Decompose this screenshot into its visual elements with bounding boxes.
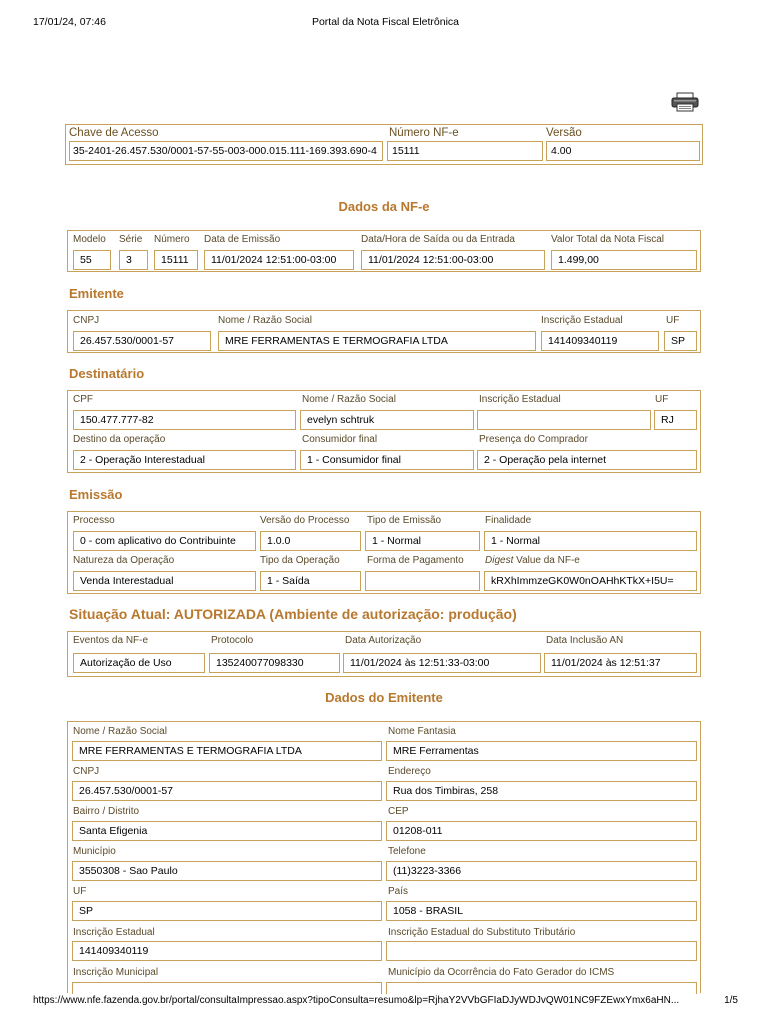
emitente-ie-value: 141409340119: [541, 331, 659, 351]
printer-icon[interactable]: [670, 92, 700, 112]
emitente-nome-value: MRE FERRAMENTAS E TERMOGRAFIA LTDA: [218, 331, 536, 351]
de-pais-label: País: [388, 886, 409, 897]
dest-ie-value: [477, 410, 651, 430]
de-ie-label: Inscrição Estadual: [73, 927, 155, 938]
forma-pagamento-label: Forma de Pagamento: [367, 555, 464, 566]
finalidade-value: 1 - Normal: [484, 531, 697, 551]
dest-uf-label: UF: [655, 394, 669, 405]
de-municipio-value: 3550308 - Sao Paulo: [72, 861, 382, 881]
print-page-number: 1/5: [724, 995, 738, 1006]
tipo-operacao-value: 1 - Saída: [260, 571, 361, 591]
emitente-nome-label: Nome / Razão Social: [218, 315, 312, 326]
de-cep-value: 01208-011: [386, 821, 697, 841]
de-municipio-label: Município: [73, 846, 116, 857]
de-iest-label: Inscrição Estadual do Substituto Tributário: [388, 927, 576, 938]
versao-label: Versão: [546, 127, 582, 139]
protocolo-label: Protocolo: [211, 635, 254, 646]
valor-total-value: 1.499,00: [551, 250, 697, 270]
numero-value: 15111: [154, 250, 198, 270]
de-endereco-label: Endereço: [388, 766, 431, 777]
tipo-emissao-value: 1 - Normal: [365, 531, 480, 551]
emissao-box: [67, 511, 701, 594]
de-uf-value: SP: [72, 901, 382, 921]
de-mun-icms-label: Município da Ocorrência do Fato Gerador do ICMS: [388, 967, 615, 978]
section-title-situacao: Situação Atual: AUTORIZADA (Ambiente de autorização: produção): [69, 606, 517, 622]
dest-nome-label: Nome / Razão Social: [302, 394, 396, 405]
modelo-label: Modelo: [73, 234, 106, 245]
dest-consumidor-label: Consumidor final: [302, 434, 378, 445]
destinatario-box: [67, 390, 701, 473]
section-title-emissao: Emissão: [69, 487, 123, 502]
de-im-label: Inscrição Municipal: [73, 967, 159, 978]
print-page-title: Portal da Nota Fiscal Eletrônica: [311, 16, 460, 28]
numero-label: Número: [154, 234, 190, 245]
dest-presenca-value: 2 - Operação pela internet: [477, 450, 697, 470]
processo-label: Processo: [73, 515, 115, 526]
emitente-uf-value: SP: [664, 331, 697, 351]
print-header: [33, 16, 738, 30]
digest-label-rest: Value da NF-e: [513, 555, 580, 566]
emitente-box: [67, 310, 701, 353]
versao-processo-value: 1.0.0: [260, 531, 361, 551]
access-key-box: [65, 124, 703, 165]
emitente-uf-label: UF: [666, 315, 680, 326]
digest-label: [485, 555, 580, 566]
versao-value: 4.00: [546, 141, 700, 161]
de-bairro-value: Santa Efigenia: [72, 821, 382, 841]
dest-uf-value: RJ: [654, 410, 697, 430]
emitente-cnpj-value: 26.457.530/0001-57: [73, 331, 211, 351]
de-pais-value: 1058 - BRASIL: [386, 901, 697, 921]
dados-nfe-box: [67, 230, 701, 272]
de-nome-label: Nome / Razão Social: [73, 726, 167, 737]
serie-label: Série: [119, 234, 143, 245]
modelo-value: 55: [73, 250, 111, 270]
processo-value: 0 - com aplicativo do Contribuinte: [73, 531, 256, 551]
data-inclusao-label: Data Inclusão AN: [546, 635, 624, 646]
de-nome-value: MRE FERRAMENTAS E TERMOGRAFIA LTDA: [72, 741, 382, 761]
emitente-ie-label: Inscrição Estadual: [541, 315, 623, 326]
data-emissao-label: Data de Emissão: [204, 234, 281, 245]
tipo-emissao-label: Tipo de Emissão: [367, 515, 442, 526]
chave-label: Chave de Acesso: [69, 127, 159, 139]
natureza-value: Venda Interestadual: [73, 571, 256, 591]
de-iest-value: [386, 941, 697, 961]
dest-destino-value: 2 - Operação Interestadual: [73, 450, 296, 470]
de-cnpj-value: 26.457.530/0001-57: [72, 781, 382, 801]
de-endereco-value: Rua dos Timbiras, 258: [386, 781, 697, 801]
finalidade-label: Finalidade: [485, 515, 532, 526]
de-fantasia-value: MRE Ferramentas: [386, 741, 697, 761]
situacao-box: [67, 631, 701, 677]
de-telefone-label: Telefone: [388, 846, 426, 857]
data-emissao-value: 11/01/2024 12:51:00-03:00: [204, 250, 354, 270]
digest-label-italic: Digest: [485, 555, 514, 566]
dest-consumidor-value: 1 - Consumidor final: [300, 450, 474, 470]
tipo-operacao-label: Tipo da Operação: [260, 555, 340, 566]
de-fantasia-label: Nome Fantasia: [388, 726, 456, 737]
de-uf-label: UF: [73, 886, 87, 897]
protocolo-value: 135240077098330: [209, 653, 340, 673]
dest-nome-value: evelyn schtruk: [300, 410, 474, 430]
section-title-dados-emitente: Dados do Emitente: [325, 690, 443, 705]
de-telefone-value: (11)3223-3366: [386, 861, 697, 881]
de-cnpj-label: CNPJ: [73, 766, 100, 777]
print-timestamp: 17/01/24, 07:46: [33, 16, 106, 28]
de-im-value: [72, 982, 382, 994]
data-saida-value: 11/01/2024 12:51:00-03:00: [361, 250, 545, 270]
eventos-label: Eventos da NF-e: [73, 635, 149, 646]
de-ie-value: 141409340119: [72, 941, 382, 961]
serie-value: 3: [119, 250, 148, 270]
print-footer: [33, 995, 738, 1009]
print-url[interactable]: https://www.nfe.fazenda.gov.br/portal/consultaImpressao.aspx?tipoConsulta=resumo&lp=RjhaY2VVbGFIaDJyWDJvQW01NC9FZEwxYmx6aHN...: [33, 995, 680, 1006]
eventos-value: Autorização de Uso: [73, 653, 205, 673]
section-title-dados-nfe: Dados da NF-e: [338, 199, 430, 214]
data-inclusao-value: 11/01/2024 às 12:51:37: [544, 653, 697, 673]
section-title-destinatario: Destinatário: [69, 366, 145, 381]
digest-value: kRXhImmzeGK0W0nOAHhKTkX+I5U=: [484, 571, 697, 591]
data-autorizacao-label: Data Autorização: [345, 635, 422, 646]
data-saida-label: Data/Hora de Saída ou da Entrada: [361, 234, 515, 245]
de-mun-icms-value: [386, 982, 697, 994]
section-title-emitente: Emitente: [69, 286, 124, 301]
chave-value: 35-2401-26.457.530/0001-57-55-003-000.015.111-169.393.690-4: [69, 141, 383, 161]
dest-cpf-value: 150.477.777-82: [73, 410, 296, 430]
forma-pagamento-value: [365, 571, 480, 591]
dest-presenca-label: Presença do Comprador: [479, 434, 588, 445]
natureza-label: Natureza da Operação: [73, 555, 175, 566]
numero-nfe-value: 15111: [387, 141, 543, 161]
dest-ie-label: Inscrição Estadual: [479, 394, 561, 405]
emitente-cnpj-label: CNPJ: [73, 315, 100, 326]
de-cep-label: CEP: [388, 806, 409, 817]
versao-processo-label: Versão do Processo: [260, 515, 350, 526]
data-autorizacao-value: 11/01/2024 às 12:51:33-03:00: [343, 653, 541, 673]
dest-destino-label: Destino da operação: [73, 434, 166, 445]
numero-nfe-label: Número NF-e: [389, 127, 459, 139]
dados-emitente-box: [67, 721, 701, 993]
de-bairro-label: Bairro / Distrito: [73, 806, 140, 817]
dest-cpf-label: CPF: [73, 394, 93, 405]
valor-total-label: Valor Total da Nota Fiscal: [551, 234, 665, 245]
